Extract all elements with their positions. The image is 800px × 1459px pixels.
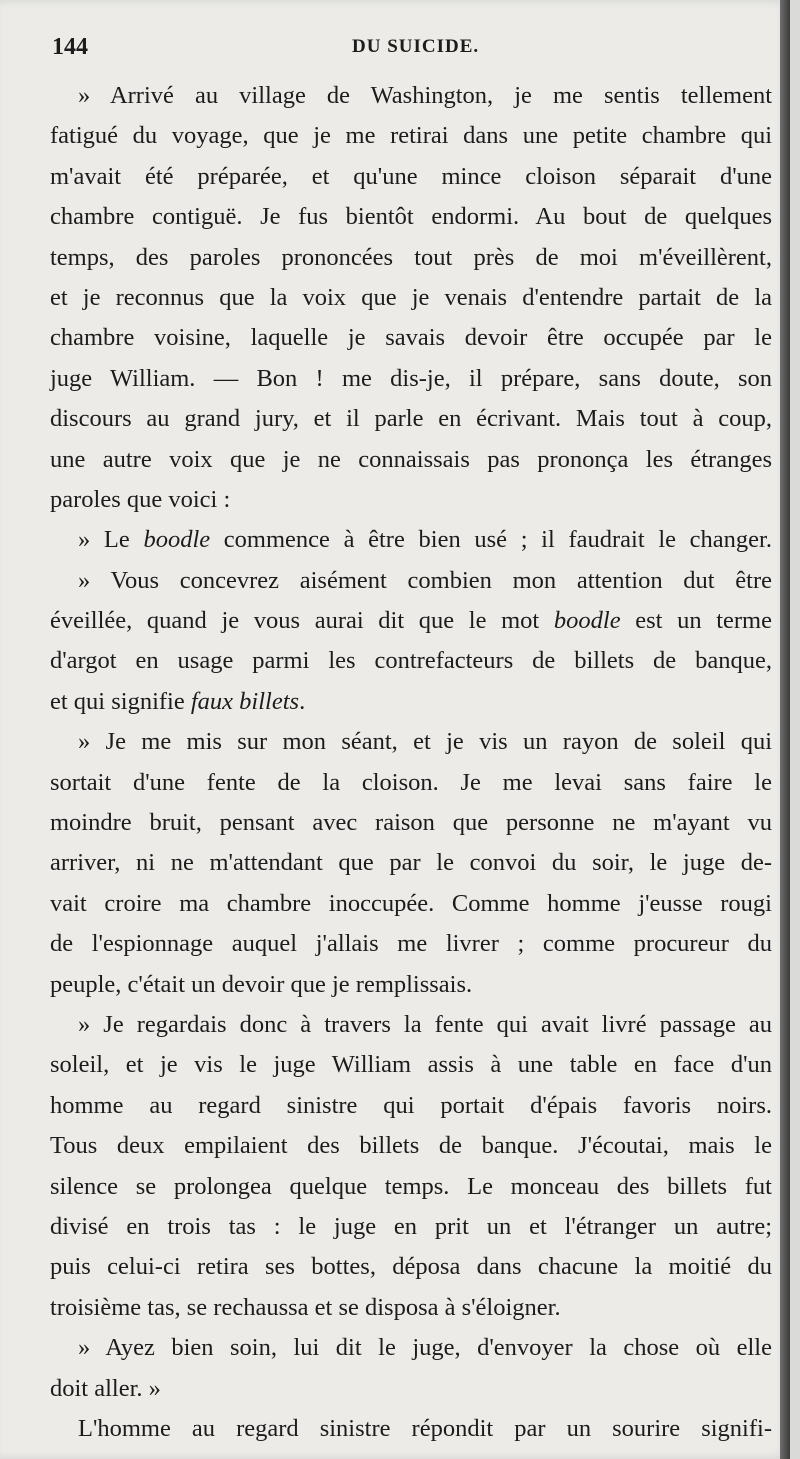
text-line: » Je me mis sur mon séant, et je vis un rayon de soleil qui: [78, 728, 772, 756]
text-line: [50, 601, 772, 641]
text-line: soleil, et je vis le juge William assis à une table en face d'un: [50, 1051, 772, 1079]
text-line: m'avait été préparée, et qu'une mince cloison séparait d'une: [50, 162, 772, 190]
text-segment: éveillée, quand je vous aurai dit que le mot: [50, 607, 554, 635]
text-line: [50, 520, 772, 560]
text-line: » Arrivé au village de Washington, je me sentis tellement: [78, 82, 772, 109]
text-line: » Ayez bien soin, lui dit le juge, d'envoyer la chose où elle: [78, 1334, 772, 1362]
text-line: chambre voisine, laquelle je savais devoir être occupée par le: [50, 324, 772, 352]
text-line: vait croire ma chambre inoccupée. Comme homme j'eusse rougi: [50, 889, 772, 917]
text-line: silence se prolongea quelque temps. Le monceau des billets fut: [50, 1172, 772, 1200]
text-line: peuple, c'était un devoir que je remplissais.: [50, 970, 473, 998]
text-segment: est un terme: [620, 607, 772, 635]
text-line: arriver, ni ne m'attendant que par le convoi du soir, le juge de-: [50, 849, 772, 877]
text-line: une autre voix que je ne connaissais pas prononça les étranges: [50, 445, 772, 473]
text-line: » Vous concevrez aisément combien mon attention dut être: [78, 566, 772, 594]
text-line: discours au grand jury, et il parle en écrivant. Mais tout à coup,: [50, 405, 772, 433]
text-line: fatigué du voyage, que je me retirai dans une petite chambre qui: [50, 122, 772, 150]
text-line: d'argot en usage parmi les contrefacteurs de billets de banque,: [50, 647, 772, 675]
text-line: de l'espionnage auquel j'allais me livrer ; comme procureur du: [50, 930, 772, 958]
text-line: troisième tas, se rechaussa et se disposa à s'éloigner.: [50, 1293, 561, 1321]
text-segment: » Le: [78, 526, 144, 554]
text-line: sortait d'une fente de la cloison. Je me levai sans faire le: [50, 768, 772, 796]
text-line: paroles que voici :: [50, 485, 231, 513]
text-segment: .: [299, 687, 306, 715]
page-header: [52, 34, 772, 68]
italic-term: boodle: [143, 526, 211, 554]
page-edge-shadow: [780, 0, 790, 1459]
text-line: homme au regard sinistre qui portait d'épais favoris noirs.: [50, 1091, 772, 1119]
text-line: L'homme au regard sinistre répondit par un sourire signifi-: [78, 1414, 772, 1442]
italic-term: boodle: [553, 607, 621, 635]
text-segment: commence à être bien usé ; il faudrait le changer.: [210, 526, 772, 554]
running-title: DU SUICIDE.: [352, 36, 480, 57]
text-line: doit aller. »: [50, 1374, 161, 1402]
text-line: moindre bruit, pensant avec raison que personne ne m'ayant vu: [50, 809, 772, 837]
text-line: puis celui-ci retira ses bottes, déposa dans chacune la moitié du: [50, 1253, 772, 1281]
italic-term: faux billets: [190, 687, 300, 715]
text-line: chambre contiguë. Je fus bientôt endormi. Au bout de quelques: [50, 203, 772, 231]
text-line: » Je regardais donc à travers la fente qui avait livré passage au: [78, 1010, 772, 1038]
text-line: [50, 682, 772, 722]
text-segment: et qui signifie: [50, 687, 191, 715]
text-line: divisé en trois tas : le juge en prit un et l'étranger un autre;: [50, 1212, 772, 1240]
text-line: temps, des paroles prononcées tout près de moi m'éveillèrent,: [50, 243, 772, 271]
text-line: Tous deux empilaient des billets de banque. J'écoutai, mais le: [50, 1132, 772, 1160]
body-text: [50, 76, 772, 1449]
text-line: et je reconnus que la voix que je venais d'entendre partait de la: [50, 283, 772, 311]
page-number: 144: [52, 34, 88, 60]
text-line: juge William. — Bon ! me dis-je, il prépare, sans doute, son: [50, 364, 772, 392]
